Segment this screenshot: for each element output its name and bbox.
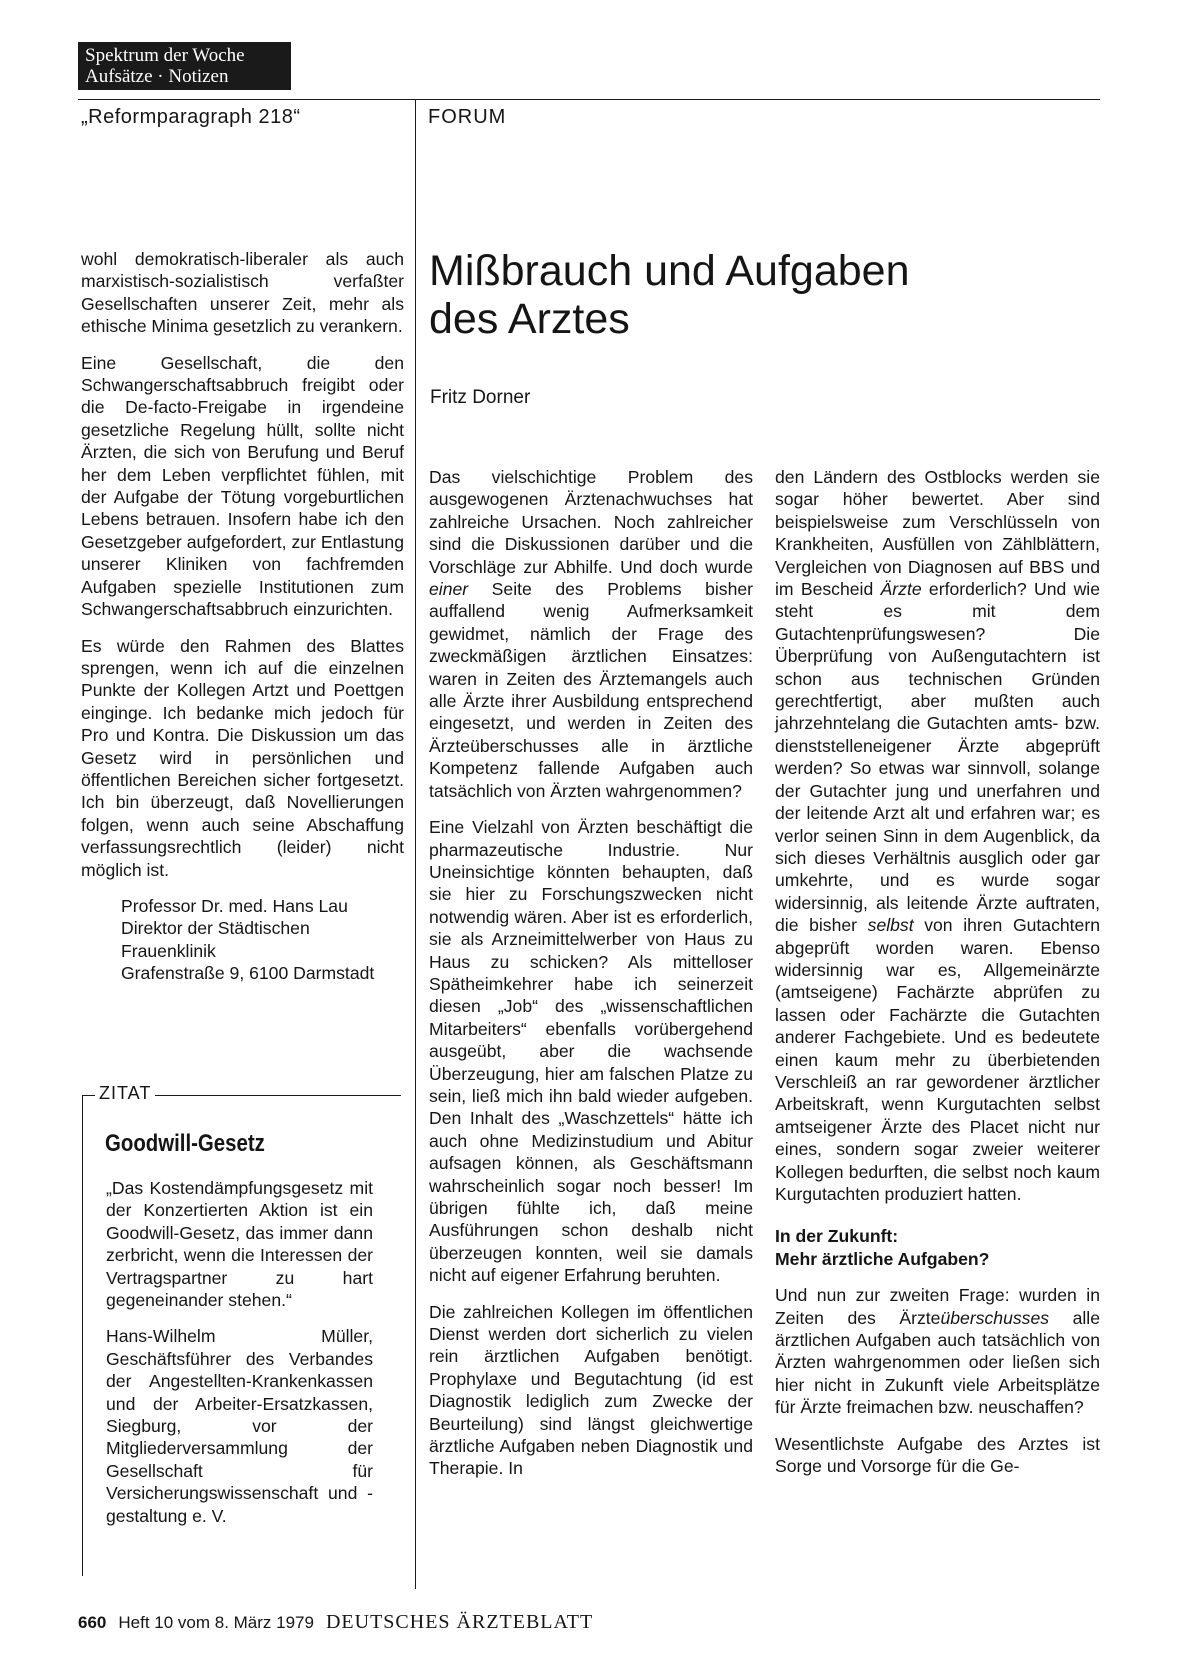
page-footer xyxy=(78,1611,593,1634)
quote-source: Hans-Wilhelm Müller, Geschäftsführer des Verbandes der Angestellten-Krankenkassen und der Arbeiter-Ersatzkassen, Siegburg, vor der Mitgliederversammlung der Gesellschaft für Versicherungswissenschaft und -gestaltung e. V. xyxy=(106,1326,373,1526)
text-run: den Ländern des Ostblocks werden sie sogar höher bewertet. Aber sind beispielsweise zum Verschlüsseln von Krankheiten, Ausfüllen von Zählblättern, Vergleichen von Diagnosen auf BBS und im Bescheid xyxy=(775,467,1100,600)
article-paragraph: Wesentlichste Aufgabe des Arztes ist Sorge und Vorsorge für die Ge- xyxy=(775,1433,1100,1477)
letter-paragraph: Es würde den Rahmen des Blattes sprengen, wenn ich auf die einzelnen Punkte der Kollegen Artzt und Poettgen einginge. Ich bedanke mich jedoch für Pro und Kontra. Die Diskussion um das Gesetz wird in persönlichen und öffentlichen Bereichen sicher fortgesetzt. Ich bin überzeugt, daß Novellierungen folgen, wenn auch seine Abschaffung verfassungsrechtlich (leider) nicht möglich ist. xyxy=(81,635,404,880)
article-column-2 xyxy=(775,466,1100,1491)
text-run: von ihren Gutachtern abgeprüft worden waren. Ebenso widersinnig war es, Allgemeinärzte (amtseigene) Fachärzte abprüfen zu lassen oder Fachärzte die Gutachten anderer Fachgebiete. Und es bedeutete einen kaum mehr zu überbietenden Verschleiß an rar gewordener ärztlicher Arbeitskraft, wenn Kurgutachten selbst amtseigener Ärzte des Placet nicht nur eines, sondern sogar zweier weiterer Kollegen bedurften, die selbst noch kaum Kurgutachten produziert hatten. xyxy=(775,915,1100,1204)
article-title xyxy=(429,247,989,343)
text-run: erforderlich? Und wie steht es mit dem Gutachtenprüfungswesen? Die Überprüfung von Außengutachtern ist schon aus technischen Gründen gerechtfertigt, aber mußten auch jahrzehntelang die Gutachten amts- bzw. dienststelleneigener Ärzte abgeprüft werden? So etwas war sinnvoll, solange der Gutachter jung und unerfahren und der leitende Arzt alt und erfahren war; es verlor seinen Sinn in dem Augenblick, da sich dieses Verhältnis ausglich oder gar umkehrte, und es wurde sogar widersinnig, als leitende Ärzte auftraten, die bisher xyxy=(775,579,1100,936)
article-paragraph: Die zahlreichen Kollegen im öffentlichen Dienst werden dort sicherlich zu vielen rein ärztlichen Aufgaben benötigt. Prophylaxe und Begutachtung (id est Diagnostik lediglich zum Zwecke der Beurteilung) sind längst gleichwertige ärztliche Aufgaben neben Diagnostik und Therapie. In xyxy=(429,1301,753,1479)
letter-column xyxy=(81,248,404,999)
signature-address: Grafenstraße 9, 6100 Darmstadt xyxy=(121,963,375,984)
quote-box-label: ZITAT xyxy=(95,1083,155,1104)
letter-signature xyxy=(81,895,404,985)
column-divider xyxy=(415,99,416,1589)
emphasis: einer xyxy=(429,579,469,600)
emphasis: überschusses xyxy=(940,1307,1050,1328)
text-run: Und nun zur zweiten Frage: wurden in Zeiten des Ärzte xyxy=(775,1285,1100,1328)
letter-paragraph: Eine Gesellschaft, die den Schwangerschaftsabbruch freigibt oder die De-facto-Freigabe in irgendeine gesetzliche Regelung hüllt, sollte nicht Ärzten, die sich von Berufung und Beruf her dem Leben verpflichtet fühlen, mit der Aufgabe der Tötung vorgeburtlichen Lebens betrauen. Insofern habe ich den Gesetzgeber aufgefordert, zur Entlastung unserer Kliniken von fachfremden Aufgaben spezielle Institutionen zum Schwangerschaftsabbruch einzurichten. xyxy=(81,352,404,620)
text-run: alle ärztlichen Aufgaben auch tatsächlich von Ärzten wahrgenommen oder ließen sich hier nicht in Zukunft viele Arbeitsplätze für Ärzte freimachen bzw. neuschaffen? xyxy=(775,1307,1101,1418)
signature-title: Direktor der Städtischen Frauenklinik xyxy=(121,918,310,961)
section-header-line2: Aufsätze · Notizen xyxy=(85,66,229,87)
article-paragraph: Eine Vielzahl von Ärzten beschäftigt die pharmazeutische Industrie. Nur Uneinsichtige könnten behaupten, daß sie hier zu Forschungszwecken nicht notwendig wären. Aber ist es erforderlich, sie als Arzneimittelwerber von Haus zu Haus zu schicken? Als mittelloser Spätheimkehrer habe ich seinerzeit diesen „Job“ des „wissenschaftlichen Mitarbeiters“ ebenfalls vorübergehend ausgeübt, aber die wachsende Überzeugung, hier am falschen Platze zu sein, ließ mich ihn bald wieder aufgeben. Den Inhalt des „Waschzettels“ hätte ich auch ohne Medizinstudium und Abitur aufsagen können, als Geschäftsmann wahrscheinlich sogar noch besser! Im übrigen fühlte ich, daß meine Ausführungen schon deshalb nicht überzeugen konnten, weil sie damals nicht auf eigener Erfahrung beruhten. xyxy=(429,817,753,1286)
top-rule xyxy=(78,99,1100,100)
quote-text: „Das Kostendämpfungsgesetz mit der Konzertierten Aktion ist ein Goodwill-Gesetz, das immer dann zerbricht, wenn die Interessen der Vertragspartner zu hart gegeneinander stehen.“ xyxy=(106,1178,373,1311)
article-column-1 xyxy=(429,466,753,1494)
article-author: Fritz Dorner xyxy=(430,387,531,408)
article-title-line1: Mißbrauch und Aufgaben xyxy=(429,247,910,295)
issue-info: Heft 10 vom 8. März 1979 xyxy=(118,1613,314,1632)
subheading-line2: Mehr ärztliche Aufgaben? xyxy=(775,1248,990,1269)
article-subheading xyxy=(775,1225,1100,1270)
magazine-name: DEUTSCHES ÄRZTEBLATT xyxy=(325,1611,594,1633)
section-header-box xyxy=(78,42,291,90)
signature-name: Professor Dr. med. Hans Lau xyxy=(121,895,348,916)
forum-label: FORUM xyxy=(428,106,507,128)
article-title-line2: des Arztes xyxy=(429,295,630,343)
text-run: Seite des Problems bisher auffallend wenig Aufmerksamkeit gewidmet, nämlich der Frage des zweckmäßigen ärztlichen Einsatzes: waren in Zeiten des Ärztemangels auch alle Ärzte ihrer Ausbildung entsprechend eingesetzt, und werden in Zeiten des Ärzteüberschusses alle in ärztliche Kompetenz fallende Aufgaben auch tatsächlich von Ärzten wahrgenommen? xyxy=(429,579,753,801)
emphasis: selbst xyxy=(867,915,914,936)
letter-paragraph: wohl demokratisch-liberaler als auch marxistisch-sozialistisch verfaßter Gesellschaften unserer Zeit, mehr als ethische Minima gesetzlich zu verankern. xyxy=(81,249,404,337)
section-header-line1: Spektrum der Woche xyxy=(85,45,245,66)
quote-box-body xyxy=(106,1177,373,1541)
subheading-line1: In der Zukunft: xyxy=(775,1226,899,1247)
article-paragraph xyxy=(429,466,753,802)
quote-box-title: Goodwill-Gesetz xyxy=(105,1130,265,1157)
page-number: 660 xyxy=(78,1613,107,1632)
text-run: Das vielschichtige Problem des ausgewogenen Ärztenachwuchses hat zahlreiche Ursachen. Noch zahlreicher sind die Diskussionen darüber und die Vorschläge zur Abhilfe. Und doch wurde xyxy=(429,467,753,577)
article-paragraph xyxy=(775,466,1100,1205)
letters-heading: „Reformparagraph 218“ xyxy=(81,106,301,128)
emphasis: Ärzte xyxy=(880,579,922,600)
article-paragraph xyxy=(775,1284,1100,1418)
